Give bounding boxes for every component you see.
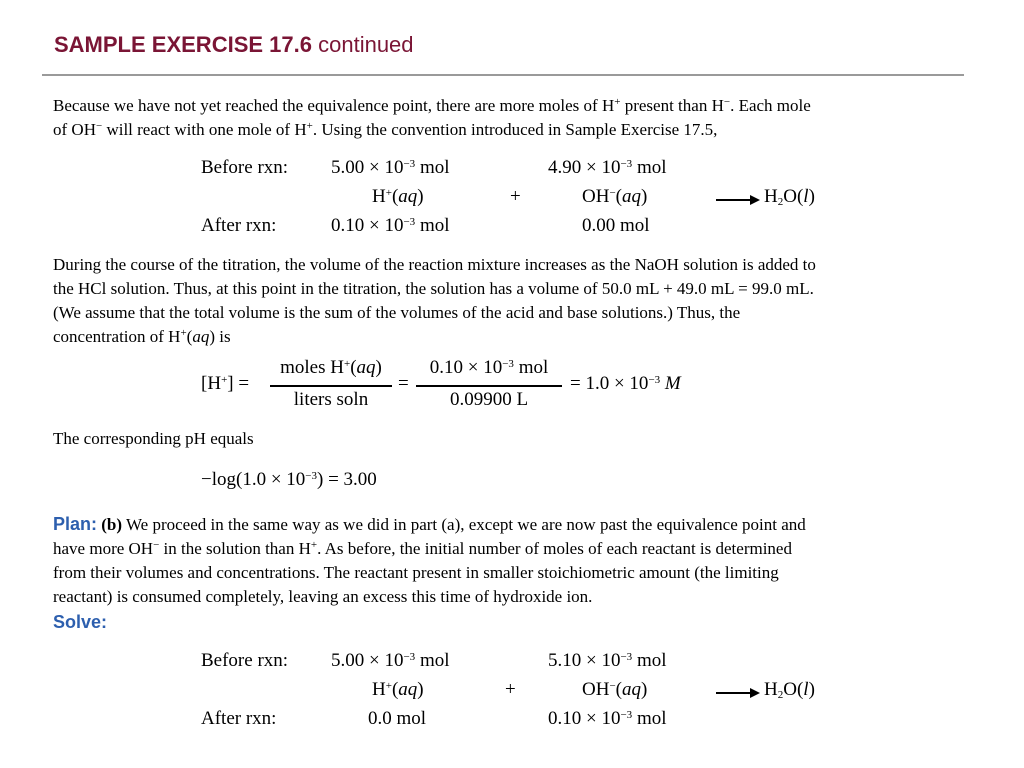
plus-sign: + — [510, 186, 521, 207]
volume-paragraph: During the course of the titration, the volume of the reaction mixture increases as the NaOH solution is added to the HCl solution. Thus, at this point in the titration, the solution has a volume of 50.0 mL + 49.0 mL = 99.0 mL. (We assume that the total volume is the sum of the volumes of the acid and base solutions.) Thus, the concentration of H+(aq) is — [53, 255, 816, 346]
concentration-result: = $1.0 \times 10^{-3}$ M — [570, 373, 681, 394]
part-b-label: (b) — [101, 515, 123, 534]
after-base-amount-2: $0.10 \times 10^{-3}$ mol — [548, 708, 667, 729]
fraction-denominator: liters soln — [293, 389, 369, 410]
plan-label: Plan: — [53, 514, 98, 534]
value-fraction — [416, 357, 562, 413]
before-acid-amount-2: $5.00 \times 10^{-3}$ mol — [331, 650, 450, 671]
reactant-oh-ion-2: OH−(aq) — [582, 679, 648, 700]
value-numerator: $0.10 \times 10^{-3}$ mol — [429, 357, 549, 378]
equals-sign: = — [398, 373, 409, 394]
after-rxn-label: After rxn: — [201, 215, 277, 236]
product-water-2: $H_2O(l)$ — [764, 679, 815, 701]
before-acid-amount: $5.00 \times 10^{-3}$ mol — [331, 157, 450, 178]
solve-label: Solve: — [53, 612, 108, 632]
title-divider — [42, 74, 964, 76]
h-concentration-lhs: [H+] = — [201, 373, 250, 394]
plan-paragraph: Plan: (b) We proceed in the same way as we did in part (a), except we are now past the equivalence point and have more OH− in the solution than H+. As before, the initial number of moles of each reactant is determined from their volumes and concentrations. The reactant present in smaller stoichiometric amount (the limiting reactant) is consumed completely, leaving an excess this time of hydroxide ion. — [53, 514, 806, 606]
reactant-h-ion-2: H+(aq) — [372, 679, 424, 700]
reaction-arrow-shaft — [716, 199, 752, 201]
title-bold: SAMPLE EXERCISE 17.6 — [54, 32, 312, 57]
after-base-amount: 0.00 mol — [582, 215, 650, 236]
page-title — [54, 32, 414, 58]
before-rxn-label: Before rxn: — [201, 157, 289, 178]
before-base-amount-2: $5.10 \times 10^{-3}$ mol — [548, 650, 667, 671]
reaction-arrow-shaft-2 — [716, 692, 752, 694]
before-base-amount: $4.90 \times 10^{-3}$ mol — [548, 157, 667, 178]
after-acid-amount-2: 0.0 mol — [368, 708, 427, 729]
after-rxn-label-2: After rxn: — [201, 708, 277, 729]
moles-per-liter-fraction — [270, 357, 392, 413]
fraction-bar — [270, 385, 392, 387]
after-acid-amount: $0.10 \times 10^{-3}$ mol — [331, 215, 450, 236]
product-water: $H_2O(l)$ — [764, 186, 815, 208]
intro-paragraph: Because we have not yet reached the equivalence point, there are more moles of H+ present than H−. Each mole of OH− will react with one mole of H+. Using the convention introduced in Sample Exercise 17.5, — [53, 96, 811, 139]
fraction-numerator: moles H+(aq) — [280, 357, 382, 378]
ph-equation: $-\log(1.0 \times 10^{-3}) = 3.00$ — [201, 469, 377, 490]
reaction-arrow-icon-2 — [750, 688, 760, 698]
reactant-oh-ion: OH−(aq) — [582, 186, 648, 207]
title-continued: continued — [318, 32, 414, 57]
value-fraction-bar — [416, 385, 562, 387]
plus-sign-2: + — [505, 679, 516, 700]
ph-intro-text: The corresponding pH equals — [53, 429, 254, 448]
before-rxn-label-2: Before rxn: — [201, 650, 289, 671]
value-denominator: 0.09900 L — [449, 389, 529, 410]
reactant-h-ion: H+(aq) — [372, 186, 424, 207]
reaction-arrow-icon — [750, 195, 760, 205]
